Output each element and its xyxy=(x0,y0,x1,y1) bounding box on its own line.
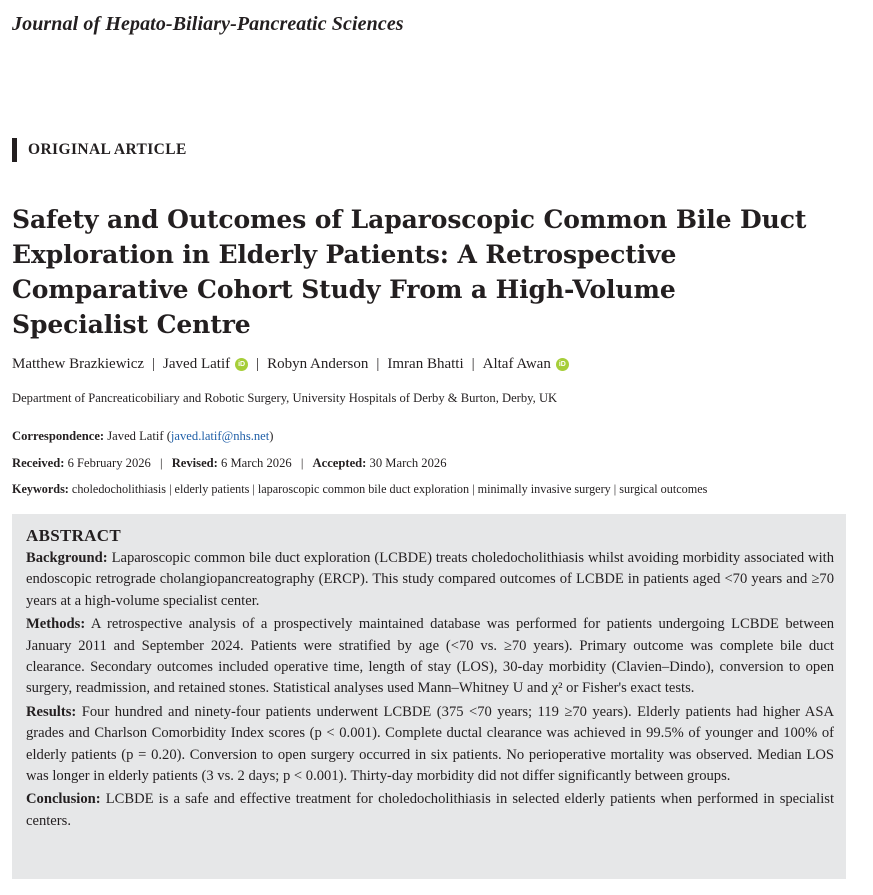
keywords-text: choledocholithiasis | elderly patients | laparoscopic common bile duct exploration | minimally invasive surgery | surgical outcomes xyxy=(71,482,708,496)
correspondence-name: Javed Latif xyxy=(107,429,164,443)
accepted-label: Accepted: xyxy=(312,456,367,470)
methods-text: A retrospective analysis of a prospectively maintained database was performed for patients undergoing LCBDE between January 2011 and September 2024. Patients were stratified by age (<70 vs. ≥70 years). Primary outcome was complete bile duct clearance. Secondary outcomes included operative time, length of stay (LOS), 30-day morbidity (Clavien–Dindo), conversion to open surgery, readmission, and retained stones. Statistical analyses used Mann–Whitney U and χ² or Fisher's exact tests. xyxy=(26,616,835,697)
orcid-icon[interactable]: iD xyxy=(556,358,569,371)
author-name[interactable]: Imran Bhatti xyxy=(387,356,464,372)
abstract-background xyxy=(26,548,834,612)
article-type-label: ORIGINAL ARTICLE xyxy=(28,141,187,158)
author-name[interactable]: Matthew Brazkiewicz xyxy=(12,356,145,372)
conclusion-text: LCBDE is a safe and effective treatment for choledocholithiasis in selected elderly patients when performed in specialist centers. xyxy=(26,791,834,829)
paper-title: Safety and Outcomes of Laparoscopic Common Bile Duct Exploration in Elderly Patients: A Retrospective Comparative Cohort Study From a High-Volume Specialist Centre xyxy=(12,205,807,339)
received-label: Received: xyxy=(12,456,65,470)
abstract-box xyxy=(12,514,846,879)
abstract-methods xyxy=(26,614,834,700)
affiliation: Department of Pancreaticobiliary and Robotic Surgery, University Hospitals of Derby & Burton, Derby, UK xyxy=(12,391,558,405)
keywords-label: Keywords: xyxy=(12,482,69,496)
background-text: Laparoscopic common bile duct exploration (LCBDE) treats choledocholithiasis whilst avoiding morbidity associated with endoscopic retrograde cholangiopancreatography (ERCP). This study compared outcomes of LCBDE in patients aged <70 years and ≥70 years at a high-volume specialist center. xyxy=(26,550,834,609)
accepted-date: 30 March 2026 xyxy=(369,456,447,470)
keywords xyxy=(12,482,707,497)
author-list xyxy=(12,356,569,373)
correspondence-email-link[interactable]: javed.latif@nhs.net xyxy=(170,429,270,443)
article-dates: Received: 6 February 2026 | Revised: 6 March 2026 | Accepted: 30 March 2026 xyxy=(12,456,447,470)
revised-date: 6 March 2026 xyxy=(221,456,292,470)
author-separator: | xyxy=(376,356,380,372)
author-name[interactable]: Javed Latif xyxy=(163,356,231,372)
conclusion-label: Conclusion: xyxy=(26,791,101,808)
revised-label: Revised: xyxy=(171,456,218,470)
correspondence: Correspondence: Javed Latif (javed.latif@nhs.net) xyxy=(12,429,274,443)
methods-label: Methods: xyxy=(26,616,86,633)
abstract-results xyxy=(26,702,834,788)
correspondence-label: Correspondence: xyxy=(12,429,105,443)
abstract-conclusion xyxy=(26,789,834,832)
article-type-bar xyxy=(12,138,17,162)
results-text: Four hundred and ninety-four patients underwent LCBDE (375 <70 years; 119 ≥70 years). Elderly patients had higher ASA grades and Charlson Comorbidity Index scores (p < 0.001). Complete ductal clearance was achieved in 99.5% of younger and 100% of elderly patients (p = 0.20). Conversion to open surgery occurred in six patients. No perioperative mortality was observed. Median LOS was longer in elderly patients (3 vs. 2 days; p < 0.001). Thirty-day morbidity did not differ significantly between groups. xyxy=(26,703,834,785)
background-label: Background: xyxy=(26,550,108,566)
received-date: 6 February 2026 xyxy=(67,456,151,470)
author-separator: | xyxy=(152,356,156,372)
author-separator: | xyxy=(256,356,260,372)
journal-title: Journal of Hepato-Biliary-Pancreatic Sciences xyxy=(12,13,404,35)
author-separator: | xyxy=(471,356,475,372)
orcid-icon[interactable]: iD xyxy=(235,358,248,371)
author-name[interactable]: Robyn Anderson xyxy=(267,356,369,372)
author-name[interactable]: Altaf Awan xyxy=(482,356,551,372)
abstract-heading: ABSTRACT xyxy=(26,526,121,545)
results-label: Results: xyxy=(26,703,77,720)
article-type xyxy=(12,138,187,162)
